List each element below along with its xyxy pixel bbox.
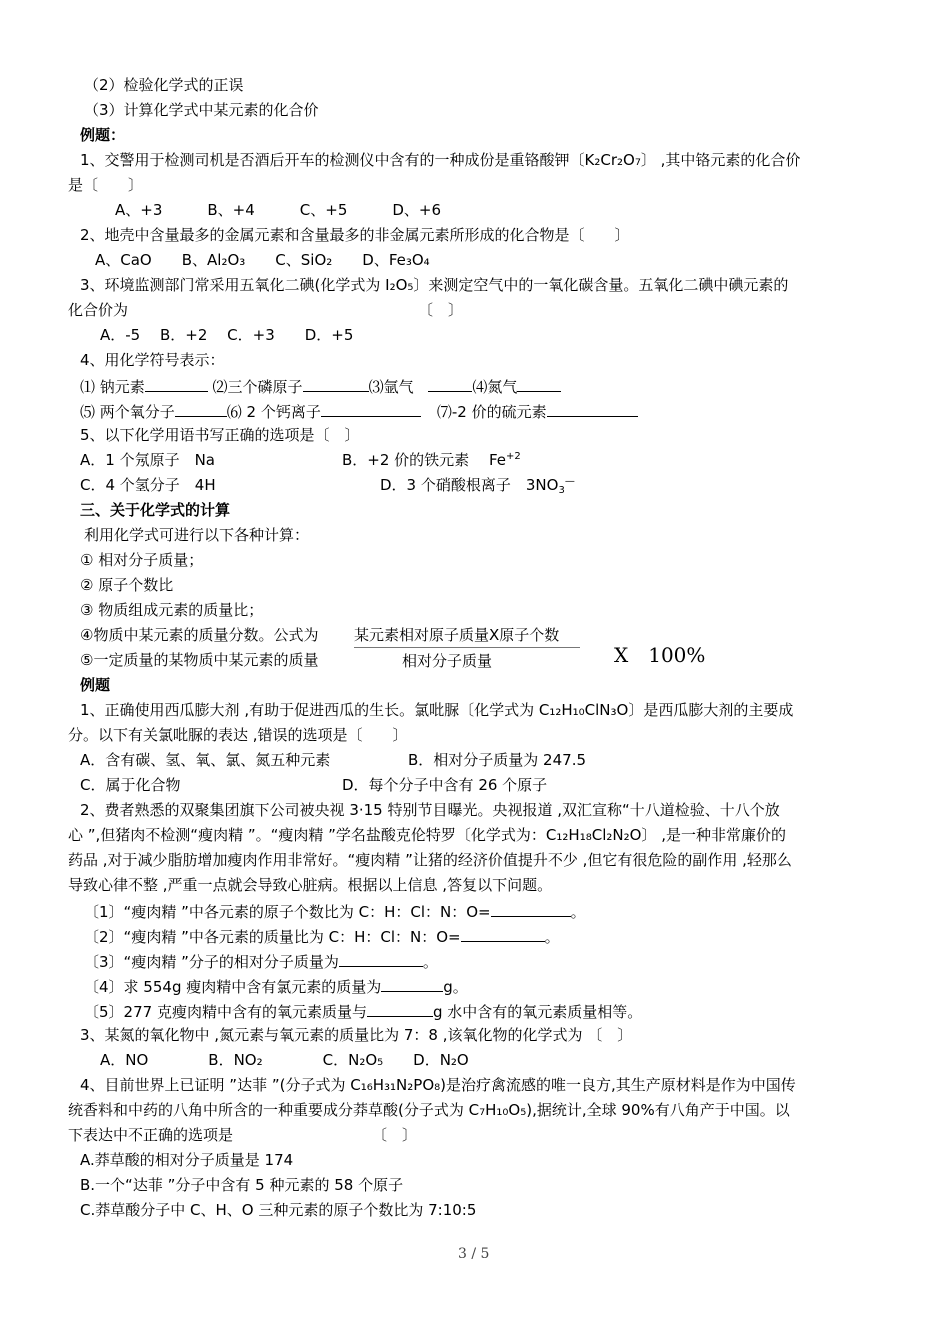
formula-multiplier: X 100% [614, 643, 706, 667]
list-item: ① 相对分子质量； [80, 551, 204, 569]
text-line: 化合价为 [68, 301, 129, 319]
answer-bracket: 〔 〕 [418, 301, 464, 319]
option-b: B．相对分子质量为 247.5 [408, 751, 587, 769]
option-c: C.莽草酸分子中 C、H、O 三种元素的原子个数比为 7:10:5 [80, 1201, 477, 1219]
list-item: ③ 物质组成元素的质量比； [80, 601, 264, 619]
fraction-bar [354, 647, 580, 648]
option-a: A．含有碳、氢、氧、氯、氮五种元素 [80, 751, 331, 769]
sub-question: 〔1〕“瘦肉精 ”中各元素的原子个数比为 C：H：Cl：N：O= 。 [84, 900, 586, 922]
blank[interactable] [339, 950, 423, 967]
example-2-stem: 2、费者熟悉的双聚集团旗下公司被央视 3·15 特别节目曝光。央视报道 ,双汇宣称“十八道检验、十八个放 [80, 801, 780, 819]
section-heading: 例题： [80, 126, 126, 144]
blank[interactable] [428, 375, 472, 392]
blank[interactable] [303, 375, 369, 392]
text-line: 心 ”,但猪肉不检测“瘦肉精 ”。“瘦肉精 ”学名盐酸克伦特罗〔化学式为：C₁₂H₁₈Cl₂N₂O〕 ,是一种非常廉价的 [68, 826, 786, 844]
question-4-stem: 4、用化学符号表示： [80, 351, 225, 369]
section-heading: 三、关于化学式的计算 [80, 501, 231, 519]
question-1-stem: 1、交警用于检测司机是否酒后开车的检测仪中含有的一种成份是重铬酸钾〔K₂Cr₂O₇〕 ,其中铬元素的化合价 [80, 151, 801, 169]
example-1-stem: 1、正确使用西瓜膨大剂 ,有助于促进西瓜的生长。氯吡脲〔化学式为 C₁₂H₁₀ClN₃O〕是西瓜膨大剂的主要成 [80, 701, 794, 719]
option-c: C．属于化合物 [80, 776, 181, 794]
sub-question: 〔4〕求 554g 瘦肉精中含有氯元素的质量为 g。 [84, 975, 468, 997]
blank[interactable] [517, 375, 561, 392]
text-line: 是〔 〕 [68, 176, 144, 194]
page-number: 3 / 5 [458, 1246, 490, 1262]
text-line: （2）检验化学式的正误 [84, 76, 244, 94]
sub-question: 〔3〕“瘦肉精 ”分子的相对分子质量为 。 [84, 950, 438, 972]
section-heading: 例题 [80, 676, 111, 694]
blank[interactable] [175, 400, 227, 417]
answer-bracket: 〔 〕 [372, 1126, 418, 1144]
example-3-stem: 3、某氮的氧化物中 ,氮元素与氧元素的质量比为 7：8 ,该氧化物的化学式为 〔 〕 [80, 1026, 633, 1044]
list-item: ④物质中某元素的质量分数。公式为 [80, 626, 319, 644]
question-2-stem: 2、地壳中含量最多的金属元素和含量最多的非金属元素所形成的化合物是〔 〕 [80, 226, 630, 244]
formula-numerator: 某元素相对原子质量X原子个数 [354, 626, 560, 644]
text-line: 统香料和中药的八角中所含的一种重要成分莽草酸(分子式为 C₇H₁₀O₅),据统计,全球 90%有八角产于中国。以 [68, 1101, 790, 1119]
option-b: B.一个“达菲 ”分子中含有 5 种元素的 58 个原子 [80, 1176, 404, 1194]
blank[interactable] [381, 975, 443, 992]
text-line: （3）计算化学式中某元素的化合价 [84, 101, 319, 119]
sub-question: 〔5〕277 克瘦肉精中含有的氧元素质量与 g 水中含有的氧元素质量相等。 [84, 1000, 642, 1022]
blank[interactable] [145, 375, 208, 392]
example-3-options: A．NO B．NO₂ C．N₂O₅ D．N₂O [100, 1051, 469, 1069]
blank[interactable] [491, 900, 571, 917]
option-a: A．1 个氖原子 Na [80, 451, 215, 469]
fill-in-line: ⑴ 钠元素 ⑵三个磷原子 ⑶氩气 ⑷氮气 [80, 375, 561, 397]
sub-question: 〔2〕“瘦肉精 ”中各元素的质量比为 C：H：Cl：N：O= 。 [84, 925, 560, 947]
question-3-stem: 3、环境监测部门常采用五氧化二碘(化学式为 I₂O₅〕来测定空气中的一氧化碳含量。五氧化二碘中碘元素的 [80, 276, 789, 294]
text-line: 下表达中不正确的选项是 [68, 1126, 234, 1144]
option-d: D．3 个硝酸根离子 $3NO_3^—$ [380, 476, 575, 496]
fill-in-line: ⑸ 两个氧分子 ⑹ 2 个钙离子 ⑺-2 价的硫元素 [80, 400, 638, 422]
option-c: C．4 个氢分子 4H [80, 476, 216, 494]
question-3-options: A．-5 B．+2 C．+3 D．+5 [100, 326, 354, 344]
text-line: 药品 ,对于减少脂肪增加瘦肉作用非常好。“瘦肉精 ”让猪的经济价值提升不少 ,但它有很危险的副作用 ,轻那么 [68, 851, 792, 869]
text-line: 导致心律不整 ,严重一点就会导致心脏病。根据以上信息 ,答复以下问题。 [68, 876, 553, 894]
question-1-options: A、+3 B、+4 C、+5 D、+6 [115, 201, 442, 219]
text-line: 利用化学式可进行以下各种计算： [84, 526, 310, 544]
text-line: 分。以下有关氯吡脲的表达 ,错误的选项是〔 〕 [68, 726, 408, 744]
list-item: ⑤一定质量的某物质中某元素的质量 [80, 651, 319, 669]
option-b: B．+2 价的铁元素 $Fe^{+2}$ [342, 451, 521, 469]
question-5-stem: 5、以下化学用语书写正确的选项是〔 〕 [80, 426, 360, 444]
blank[interactable] [321, 400, 421, 417]
example-4-stem: 4、目前世界上已证明 ”达菲 ”(分子式为 C₁₆H₃₁N₂PO₈)是治疗禽流感的唯一良方,其生产原材料是作为中国传 [80, 1076, 796, 1094]
option-d: D．每个分子中含有 26 个原子 [342, 776, 548, 794]
blank[interactable] [461, 925, 545, 942]
option-a: A.莽草酸的相对分子质量是 174 [80, 1151, 294, 1169]
list-item: ② 原子个数比 [80, 576, 174, 594]
formula-denominator: 相对分子质量 [402, 652, 493, 670]
blank[interactable] [367, 1000, 433, 1017]
question-2-options: A、CaO B、Al₂O₃ C、SiO₂ D、Fe₃O₄ [95, 251, 430, 269]
blank[interactable] [547, 400, 638, 417]
